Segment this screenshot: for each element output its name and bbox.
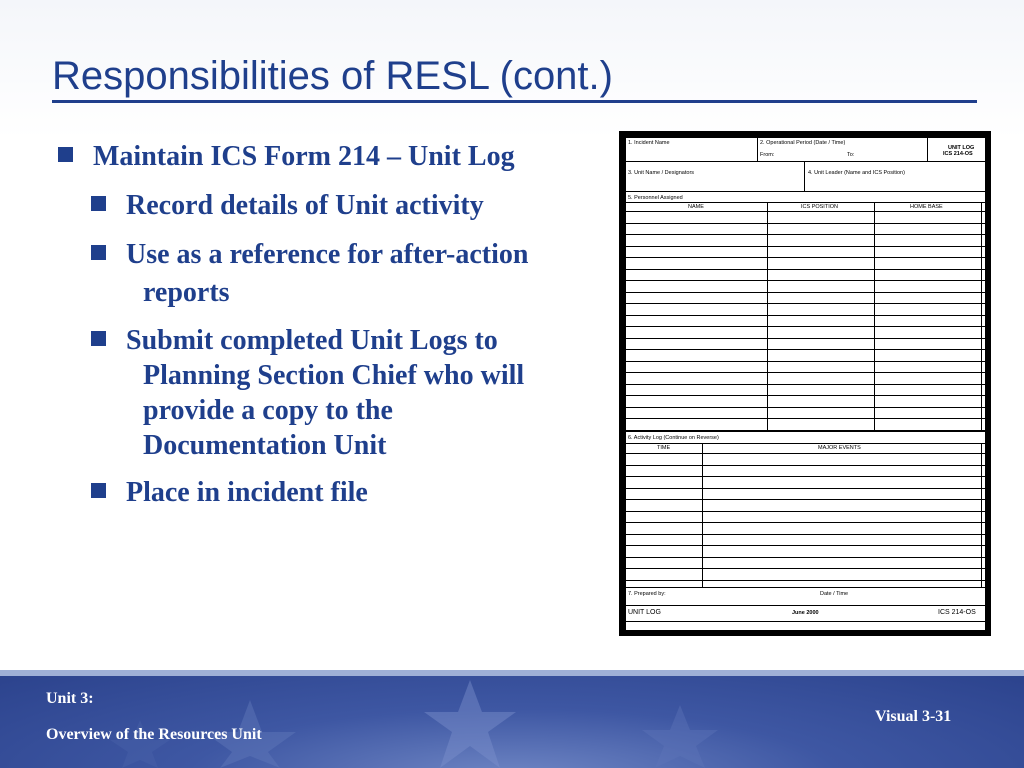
sub-bullet-text: Record details of Unit activity: [126, 190, 484, 221]
sub-bullet-text: Submit completed Unit Logs to Planning Section Chief who will provide a copy to the Documentation Unit: [126, 325, 525, 461]
square-bullet-icon: [91, 483, 106, 498]
form-activity-row-line: [625, 522, 985, 523]
square-bullet-icon: [91, 245, 106, 260]
form-personnel-row-line: [625, 280, 985, 281]
sub-bullet-text: Use as a reference for after-action reports: [126, 239, 529, 308]
bullet-main: [58, 138, 558, 176]
form-activity-row-line: [625, 545, 985, 546]
bullet-main-text: Maintain ICS Form 214 – Unit Log: [93, 141, 515, 172]
form-col-time: TIME: [657, 445, 671, 451]
form-personnel-row-line: [625, 292, 985, 293]
form-activity-row-line: [625, 568, 985, 569]
footer-visual-number: Visual 3-31: [875, 708, 952, 725]
form-prepared-by-label: 7. Prepared by:: [628, 591, 666, 597]
footer-bar: [0, 670, 1024, 768]
form-date-time-label: Date / Time: [820, 591, 849, 597]
form-col-base: HOME BASE: [910, 204, 943, 210]
form-personnel-row-line: [625, 303, 985, 304]
square-bullet-icon: [91, 331, 106, 346]
form-footer-left: UNIT LOG: [628, 609, 661, 616]
sub-bullet: [58, 187, 558, 225]
form-operational-period-label: 2. Operational Period (Date / Time): [760, 140, 846, 146]
form-activity-row-line: [625, 511, 985, 512]
sub-bullet-text: Place in incident file: [126, 477, 368, 508]
form-col-position: ICS POSITION: [801, 204, 838, 210]
sub-bullet: [58, 323, 558, 463]
form-personnel-row-line: [625, 326, 985, 327]
form-activity-log-label: 6. Activity Log (Continue on Reverse): [628, 435, 719, 441]
form-incident-name-label: 1. Incident Name: [628, 140, 670, 146]
form-activity-row-line: [625, 476, 985, 477]
form-col-name: NAME: [688, 204, 704, 210]
square-bullet-icon: [58, 147, 73, 162]
form-personnel-row-line: [625, 349, 985, 350]
form-unit-name-label: 3. Unit Name / Designators: [628, 170, 695, 176]
form-title-2: ICS 214-OS: [943, 151, 973, 157]
form-activity-row-line: [625, 465, 985, 466]
form-personnel-row-line: [625, 211, 985, 212]
form-personnel-row-line: [625, 395, 985, 396]
form-activity-row-line: [625, 453, 985, 454]
form-activity-row-line: [625, 580, 985, 581]
sub-bullet: [58, 474, 558, 512]
square-bullet-icon: [91, 196, 106, 211]
form-footer-mid: June 2000: [792, 610, 819, 616]
form-activity-row-line: [625, 557, 985, 558]
form-personnel-label: 5. Personnel Assigned: [628, 195, 683, 201]
form-personnel-row-line: [625, 372, 985, 373]
form-footer-right: ICS 214-OS: [938, 609, 976, 616]
star-decoration-icon: [0, 670, 1024, 768]
form-personnel-row-line: [625, 234, 985, 235]
form-personnel-row-line: [625, 315, 985, 316]
form-personnel-row-line: [625, 407, 985, 408]
footer-unit: Unit 3:: [46, 690, 94, 707]
slide-title: Responsibilities of RESL (cont.): [52, 52, 977, 103]
ics-214-form-image: [619, 131, 991, 636]
form-activity-row-line: [625, 499, 985, 500]
form-personnel-row-line: [625, 338, 985, 339]
form-to-label: To:: [847, 152, 855, 158]
form-personnel-row-line: [625, 269, 985, 270]
form-personnel-row-line: [625, 418, 985, 419]
footer-unit-title: Overview of the Resources Unit: [46, 726, 262, 743]
form-personnel-row-line: [625, 384, 985, 385]
form-personnel-row-line: [625, 361, 985, 362]
form-personnel-row-line: [625, 246, 985, 247]
form-title-1: UNIT LOG: [948, 145, 975, 151]
form-personnel-row-line: [625, 257, 985, 258]
form-personnel-row-line: [625, 223, 985, 224]
bullet-list: [58, 138, 558, 512]
form-from-label: From:: [760, 152, 775, 158]
form-activity-row-line: [625, 534, 985, 535]
form-unit-leader-label: 4. Unit Leader (Name and ICS Position): [808, 170, 905, 176]
form-activity-row-line: [625, 488, 985, 489]
sub-bullet: [58, 236, 558, 312]
ics-214-form: [625, 137, 985, 630]
form-col-events: MAJOR EVENTS: [818, 445, 861, 451]
